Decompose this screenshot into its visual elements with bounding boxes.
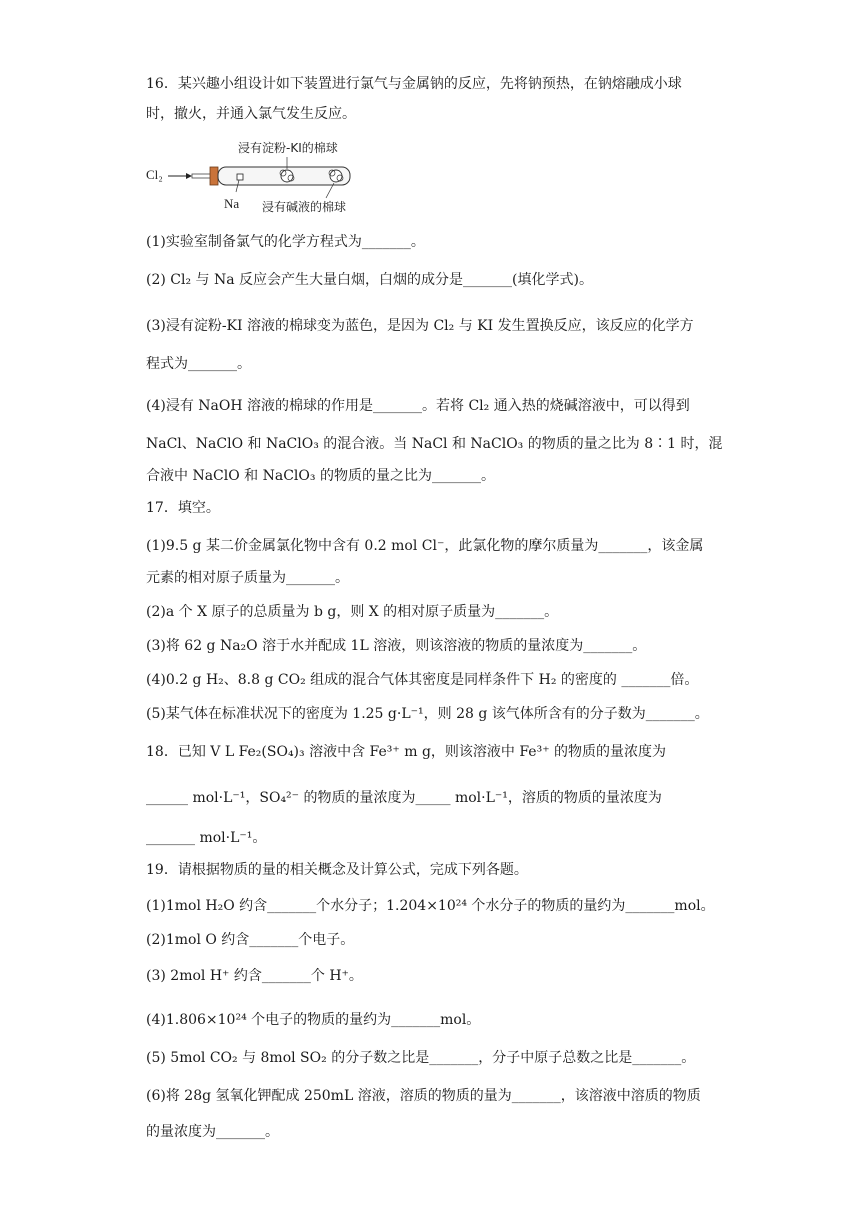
q16-part4-line2: NaCl、NaClO 和 NaClO₃ 的混合液。当 NaCl 和 NaClO₃ 的物质的量之比为 8∶1 时，混 — [146, 436, 723, 452]
q19-part6-line2: 的量浓度为_______。 — [146, 1124, 279, 1140]
q17-part3: (3)将 62 g Na₂O 溶于水并配成 1L 溶液，则该溶液的物质的量浓度为_______。 — [146, 638, 647, 654]
q16-stem-line2: 时，撤火，并通入氯气发生反应。 — [146, 106, 356, 122]
q16-part3-line2: 程式为_______。 — [146, 356, 251, 372]
q19-part4: (4)1.806×10²⁴ 个电子的物质的量约为_______mol。 — [146, 1012, 481, 1028]
q19-part5: (5) 5mol CO₂ 与 8mol SO₂ 的分子数之比是_______，分子中原子总数之比是_______。 — [146, 1050, 696, 1066]
figure-na-label: Na — [224, 196, 240, 211]
q19-part2: (2)1mol O 约含_______个电子。 — [146, 932, 355, 948]
q16-part2: (2) Cl₂ 与 Na 反应会产生大量白烟，白烟的成分是_______(填化学式)。 — [146, 272, 593, 288]
q17-part4: (4)0.2 g H₂、8.8 g CO₂ 组成的混合气体其密度是同样条件下 H₂ 的密度的 _______倍。 — [146, 672, 699, 688]
q17-stem: 17．填空。 — [146, 500, 220, 516]
q17-part1-line2: 元素的相对原子质量为_______。 — [146, 570, 349, 586]
figure-gas-label: Cl₂ — [146, 167, 163, 182]
q16-part3-line1: (3)浸有淀粉-KI 溶液的棉球变为蓝色，是因为 Cl₂ 与 KI 发生置换反应，该反应的化学方 — [146, 318, 694, 334]
q17-part5: (5)某气体在标准状况下的密度为 1.25 g·L⁻¹，则 28 g 该气体所含有的分子数为_______。 — [146, 706, 709, 722]
figure-top-label: 浸有淀粉-KI的棉球 — [238, 141, 338, 155]
q19-part6-line1: (6)将 28g 氢氧化钾配成 250mL 溶液，溶质的物质的量为_______，该溶液中溶质的物质 — [146, 1088, 701, 1104]
apparatus-figure — [146, 136, 386, 218]
q17-part2: (2)a 个 X 原子的总质量为 b g，则 X 的相对原子质量为_______。 — [146, 604, 559, 620]
figure-bottom-label: 浸有碱液的棉球 — [262, 200, 347, 214]
q16-part4-line3: 合液中 NaClO 和 NaClO₃ 的物质的量之比为_______。 — [146, 468, 495, 484]
q18-line3: _______ mol·L⁻¹。 — [146, 830, 267, 846]
arrow-head-icon — [186, 173, 192, 179]
q16-part4-line1: (4)浸有 NaOH 溶液的棉球的作用是_______。若将 Cl₂ 通入热的烧碱溶液中，可以得到 — [146, 398, 690, 414]
q19-part1: (1)1mol H₂O 约含_______个水分子；1.204×10²⁴ 个水分子的物质的量约为_______mol。 — [146, 898, 715, 914]
inlet-pipe — [192, 174, 212, 178]
sodium-block — [237, 174, 243, 180]
q18-line2: ______ mol·L⁻¹，SO₄²⁻ 的物质的量浓度为_____ mol·L⁻¹，溶质的物质的量浓度为 — [146, 790, 662, 806]
q16-stem-line1: 16．某兴趣小组设计如下装置进行氯气与金属钠的反应，先将钠预热，在钠熔融成小球 — [146, 76, 682, 92]
apparatus-diagram — [146, 136, 386, 218]
q18-line1: 18．已知 V L Fe₂(SO₄)₃ 溶液中含 Fe³⁺ m g，则该溶液中 Fe³⁺ 的物质的量浓度为 — [146, 744, 667, 760]
q17-part1-line1: (1)9.5 g 某二价金属氯化物中含有 0.2 mol Cl⁻，此氯化物的摩尔质量为_______，该金属 — [146, 538, 704, 554]
q19-part3: (3) 2mol H⁺ 约含_______个 H⁺。 — [146, 968, 363, 984]
q16-part1: (1)实验室制备氯气的化学方程式为_______。 — [146, 234, 425, 250]
stopper — [210, 167, 218, 185]
q19-stem: 19．请根据物质的量的相关概念及计算公式，完成下列各题。 — [146, 862, 528, 878]
